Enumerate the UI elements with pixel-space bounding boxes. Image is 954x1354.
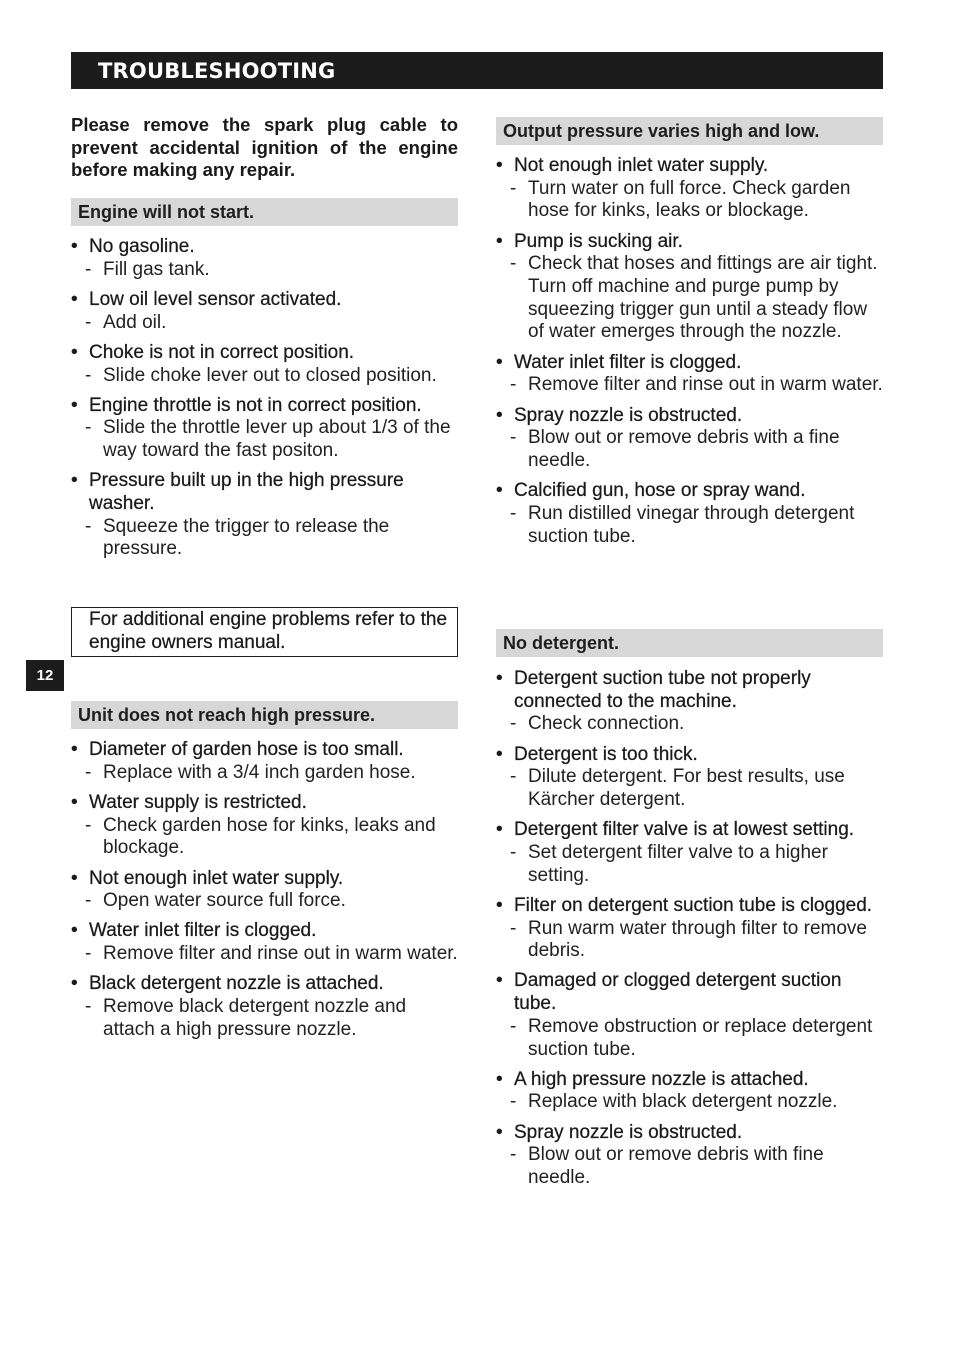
bullet-icon: • bbox=[496, 1068, 503, 1090]
dash-icon: - bbox=[510, 917, 517, 939]
bullet-icon: • bbox=[71, 236, 78, 257]
dash-icon: - bbox=[510, 427, 517, 449]
list-item bbox=[71, 868, 458, 913]
dash-icon: - bbox=[85, 890, 92, 912]
list-item bbox=[496, 819, 883, 887]
problem-remedy: - Open water source full force. bbox=[85, 890, 346, 912]
bullet-icon: • bbox=[496, 230, 503, 252]
dash-icon: - bbox=[85, 943, 92, 965]
bullet-icon: • bbox=[71, 341, 78, 363]
problem-cause: • Water supply is restricted. bbox=[71, 791, 307, 813]
problem-remedy: - Slide the throttle lever up about 1/3 of the way toward the fast positon. bbox=[85, 417, 451, 462]
problem-remedy: - Slide choke lever out to closed position. bbox=[85, 364, 437, 386]
list-item bbox=[71, 920, 458, 965]
dash-icon: - bbox=[85, 258, 92, 280]
problem-cause: • Damaged or clogged detergent suction tube. bbox=[496, 970, 842, 1015]
engine-manual-note: For additional engine problems refer to the engine owners manual. bbox=[71, 607, 458, 657]
problem-remedy: - Remove black detergent nozzle and attach a high pressure nozzle. bbox=[85, 996, 407, 1040]
page-number: 12 bbox=[26, 660, 64, 691]
problem-cause: • Low oil level sensor activated. bbox=[71, 288, 342, 310]
list-item bbox=[496, 1069, 883, 1114]
dash-icon: - bbox=[85, 515, 92, 537]
bullet-icon: • bbox=[71, 739, 78, 760]
dash-icon: - bbox=[510, 1015, 517, 1037]
problem-cause: • Black detergent nozzle is attached. bbox=[71, 973, 384, 995]
problem-cause: • Choke is not in correct position. bbox=[71, 341, 355, 363]
bullet-icon: • bbox=[71, 973, 78, 995]
list-item bbox=[71, 342, 458, 387]
problem-remedy: - Add oil. bbox=[85, 311, 167, 333]
dash-icon: - bbox=[510, 713, 517, 735]
problem-cause: • Spray nozzle is obstructed. bbox=[496, 1121, 743, 1143]
list-item bbox=[496, 405, 883, 473]
problem-remedy: - Replace with black detergent nozzle. bbox=[510, 1091, 838, 1113]
problem-cause: • A high pressure nozzle is attached. bbox=[496, 1068, 809, 1090]
problem-remedy: - Blow out or remove debris with a fine needle. bbox=[510, 427, 840, 471]
bullet-icon: • bbox=[496, 970, 503, 992]
bullet-icon: • bbox=[71, 288, 78, 310]
section-list-no-high-pressure bbox=[71, 739, 458, 1049]
safety-warning: Please remove the spark plug cable to prevent accidental ignition of the engine before making any repair. bbox=[71, 114, 458, 180]
list-item bbox=[496, 155, 883, 223]
section-list-engine-will-not-start bbox=[71, 236, 458, 569]
problem-cause: • Diameter of garden hose is too small. bbox=[71, 739, 404, 760]
problem-remedy: - Run warm water through filter to remove debris. bbox=[510, 917, 867, 962]
problem-cause: • Pump is sucking air. bbox=[496, 230, 683, 252]
dash-icon: - bbox=[85, 311, 92, 333]
dash-icon: - bbox=[510, 374, 517, 396]
list-item bbox=[496, 231, 883, 345]
problem-cause: • Spray nozzle is obstructed. bbox=[496, 404, 743, 426]
bullet-icon: • bbox=[71, 867, 78, 889]
list-item bbox=[71, 739, 458, 784]
dash-icon: - bbox=[510, 253, 517, 275]
section-heading-no-high-pressure: Unit does not reach high pressure. bbox=[71, 701, 458, 729]
list-item bbox=[71, 289, 458, 334]
bullet-icon: • bbox=[496, 894, 503, 916]
problem-remedy: - Check connection. bbox=[510, 713, 685, 735]
list-item bbox=[496, 970, 883, 1061]
list-item bbox=[71, 792, 458, 860]
dash-icon: - bbox=[85, 996, 92, 1018]
problem-cause: • Detergent filter valve is at lowest setting. bbox=[496, 819, 855, 841]
problem-remedy: - Turn water on full force. Check garden hose for kinks, leaks or blockage. bbox=[510, 177, 851, 222]
bullet-icon: • bbox=[496, 351, 503, 373]
problem-cause: • Pressure built up in the high pressure washer. bbox=[71, 470, 404, 515]
bullet-icon: • bbox=[496, 1121, 503, 1143]
dash-icon: - bbox=[85, 417, 92, 439]
bullet-icon: • bbox=[496, 819, 503, 841]
problem-remedy: - Remove filter and rinse out in warm water. bbox=[510, 374, 883, 396]
bullet-icon: • bbox=[496, 155, 503, 176]
list-item bbox=[71, 973, 458, 1041]
list-item bbox=[71, 236, 458, 281]
list-item bbox=[496, 668, 883, 736]
bullet-icon: • bbox=[71, 920, 78, 942]
problem-cause: • Filter on detergent suction tube is clogged. bbox=[496, 894, 873, 916]
bullet-icon: • bbox=[496, 480, 503, 502]
dash-icon: - bbox=[85, 814, 92, 836]
list-item bbox=[496, 744, 883, 812]
bullet-icon: • bbox=[71, 394, 78, 416]
dash-icon: - bbox=[510, 1144, 517, 1166]
list-item bbox=[496, 480, 883, 548]
dash-icon: - bbox=[85, 364, 92, 386]
problem-cause: • Water inlet filter is clogged. bbox=[496, 351, 742, 373]
page-title: TROUBLESHOOTING bbox=[71, 52, 883, 89]
problem-remedy: - Set detergent filter valve to a higher setting. bbox=[510, 841, 828, 886]
section-heading-pressure-varies: Output pressure varies high and low. bbox=[496, 117, 883, 145]
bullet-icon: • bbox=[496, 668, 503, 689]
dash-icon: - bbox=[510, 841, 517, 863]
dash-icon: - bbox=[85, 761, 92, 783]
problem-remedy: - Blow out or remove debris with fine needle. bbox=[510, 1144, 824, 1189]
problem-cause: • Water inlet filter is clogged. bbox=[71, 920, 317, 942]
dash-icon: - bbox=[510, 1091, 517, 1113]
problem-remedy: - Remove obstruction or replace detergent suction tube. bbox=[510, 1015, 873, 1060]
bullet-icon: • bbox=[496, 743, 503, 765]
problem-remedy: - Dilute detergent. For best results, use Kärcher detergent. bbox=[510, 766, 845, 811]
problem-remedy: - Check that hoses and fittings are air tight. Turn off machine and purge pump by squeezing trigger gun until a steady flow of water emerges through the nozzle. bbox=[510, 253, 878, 343]
dash-icon: - bbox=[510, 177, 517, 199]
section-heading-no-detergent: No detergent. bbox=[496, 629, 883, 657]
section-heading-engine-will-not-start: Engine will not start. bbox=[71, 198, 458, 226]
problem-cause: • Detergent is too thick. bbox=[496, 743, 698, 765]
list-item bbox=[496, 895, 883, 963]
problem-remedy: - Fill gas tank. bbox=[85, 258, 210, 280]
problem-cause: • Not enough inlet water supply. bbox=[496, 155, 769, 176]
list-item bbox=[71, 470, 458, 561]
problem-remedy: - Run distilled vinegar through detergent suction tube. bbox=[510, 502, 855, 547]
bullet-icon: • bbox=[496, 404, 503, 426]
dash-icon: - bbox=[510, 502, 517, 524]
problem-remedy: - Squeeze the trigger to release the pressure. bbox=[85, 515, 390, 560]
list-item bbox=[71, 395, 458, 463]
bullet-icon: • bbox=[71, 470, 78, 492]
problem-cause: • Not enough inlet water supply. bbox=[71, 867, 344, 889]
problem-remedy: - Remove filter and rinse out in warm water. bbox=[85, 943, 458, 965]
problem-cause: • Detergent suction tube not properly connected to the machine. bbox=[496, 668, 811, 712]
problem-remedy: - Check garden hose for kinks, leaks and blockage. bbox=[85, 814, 436, 859]
problem-remedy: - Replace with a 3/4 inch garden hose. bbox=[85, 761, 416, 783]
dash-icon: - bbox=[510, 766, 517, 788]
problem-cause: • Calcified gun, hose or spray wand. bbox=[496, 480, 806, 502]
section-list-no-detergent bbox=[496, 668, 883, 1197]
section-list-pressure-varies bbox=[496, 155, 883, 556]
bullet-icon: • bbox=[71, 791, 78, 813]
problem-cause: • No gasoline. bbox=[71, 236, 195, 257]
problem-cause: • Engine throttle is not in correct position. bbox=[71, 394, 422, 416]
list-item bbox=[496, 352, 883, 397]
list-item bbox=[496, 1122, 883, 1190]
